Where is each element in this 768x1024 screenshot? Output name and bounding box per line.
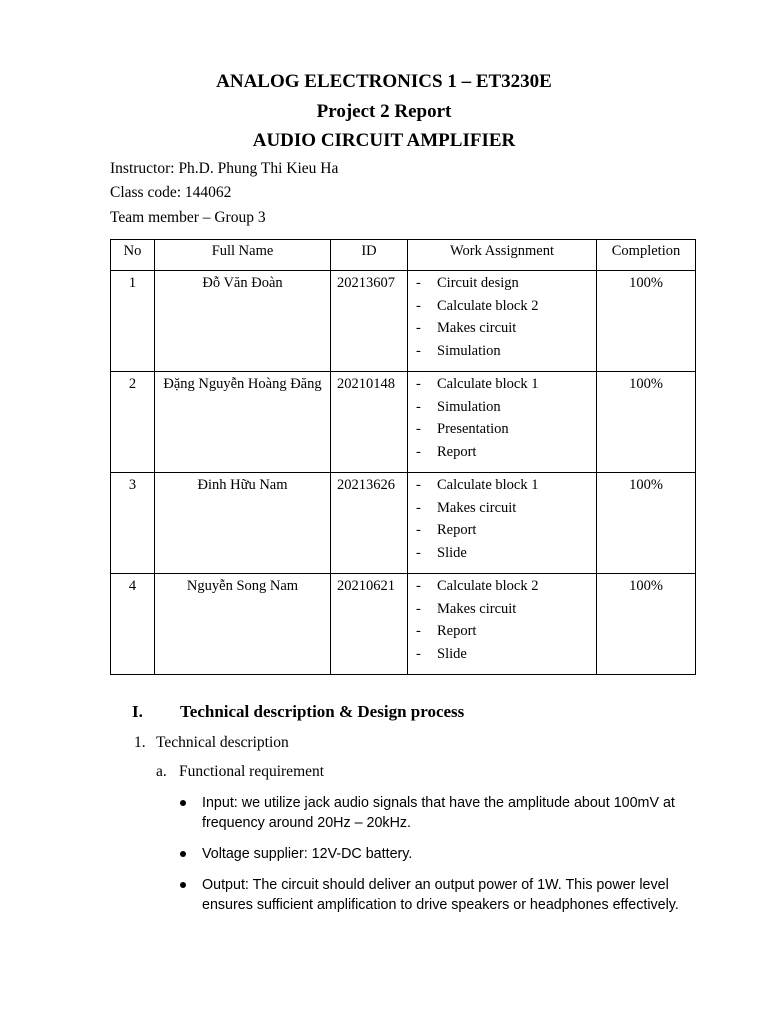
- row-work-assignment: [408, 574, 597, 675]
- row-work-assignment: [408, 473, 597, 574]
- row-no: 2: [111, 372, 155, 473]
- bullet-dot-icon: [180, 882, 186, 888]
- row-id: 20213626: [331, 473, 408, 574]
- table-row: [111, 473, 696, 574]
- task-item: - Calculate block 1: [416, 477, 539, 493]
- task-item: - Presentation: [416, 421, 509, 438]
- task-item: - Report: [416, 522, 477, 539]
- task-item: - Makes circuit: [416, 320, 517, 337]
- section-number: I.: [132, 702, 143, 721]
- row-full-name: Đặng Nguyễn Hoàng Đăng: [155, 372, 331, 473]
- subsection-title: Technical description: [156, 734, 289, 751]
- task-item: - Makes circuit: [416, 499, 517, 516]
- row-completion: 100%: [597, 271, 696, 372]
- section-title: Technical description & Design process: [180, 702, 465, 721]
- task-item: - Simulation: [416, 398, 501, 415]
- task-item: - Calculate block 1: [416, 376, 539, 392]
- bullet-dot-icon: [180, 851, 186, 857]
- row-full-name: Nguyễn Song Nam: [155, 574, 331, 675]
- class-code-line: Class code: 144062: [110, 184, 232, 201]
- course-title: ANALOG ELECTRONICS 1 – ET3230E: [216, 71, 552, 92]
- list-item-text: Input: we utilize jack audio signals that have the amplitude about 100mV at frequency around 20Hz – 20kHz.: [202, 795, 675, 831]
- row-no: 3: [111, 473, 155, 574]
- header-work-assignment: Work Assignment: [408, 240, 597, 271]
- task-item: - Simulation: [416, 343, 501, 360]
- task-item: - Circuit design: [416, 275, 519, 291]
- list-item-text: Output: The circuit should deliver an output power of 1W. This power level ensures sufficient amplification to drive speakers or headphones effectively.: [202, 877, 679, 913]
- row-full-name: Đỗ Văn Đoàn: [155, 271, 331, 372]
- instructor-line: Instructor: Ph.D. Phung Thi Kieu Ha: [110, 160, 339, 177]
- table-row: [111, 372, 696, 473]
- topic-title: AUDIO CIRCUIT AMPLIFIER: [252, 130, 516, 151]
- row-id: 20210621: [331, 574, 408, 675]
- table-row: [111, 574, 696, 675]
- task-item: - Report: [416, 623, 477, 640]
- subsubsection-heading: [156, 763, 324, 781]
- row-no: 4: [111, 574, 155, 675]
- subsubsection-number: a.: [156, 763, 167, 780]
- report-title: Project 2 Report: [316, 101, 452, 122]
- subsection-heading: [134, 734, 289, 752]
- requirement-list: [178, 793, 718, 926]
- task-item: - Report: [416, 444, 477, 461]
- row-completion: 100%: [597, 574, 696, 675]
- row-id: 20210148: [331, 372, 408, 473]
- task-item: - Calculate block 2: [416, 578, 539, 594]
- table-row: [111, 271, 696, 372]
- team-table: [110, 239, 696, 675]
- list-item: [178, 875, 702, 915]
- task-item: - Slide: [416, 545, 467, 562]
- header-completion: Completion: [597, 240, 696, 271]
- team-line: Team member – Group 3: [110, 209, 266, 226]
- row-no: 1: [111, 271, 155, 372]
- subsection-number: 1.: [134, 734, 146, 751]
- task-item: - Slide: [416, 646, 467, 663]
- table-header-row: [111, 240, 696, 271]
- task-item: - Makes circuit: [416, 600, 517, 617]
- row-completion: 100%: [597, 372, 696, 473]
- row-id: 20213607: [331, 271, 408, 372]
- list-item-text: Voltage supplier: 12V-DC battery.: [202, 846, 413, 862]
- list-item: [178, 844, 718, 864]
- task-item: - Calculate block 2: [416, 297, 539, 314]
- header-full-name: Full Name: [155, 240, 331, 271]
- list-item: [178, 793, 702, 833]
- header-id: ID: [331, 240, 408, 271]
- row-work-assignment: [408, 271, 597, 372]
- bullet-dot-icon: [180, 800, 186, 806]
- section-heading: [132, 702, 464, 722]
- row-full-name: Đinh Hữu Nam: [155, 473, 331, 574]
- subsubsection-title: Functional requirement: [179, 763, 325, 780]
- row-work-assignment: [408, 372, 597, 473]
- header-no: No: [111, 240, 155, 271]
- row-completion: 100%: [597, 473, 696, 574]
